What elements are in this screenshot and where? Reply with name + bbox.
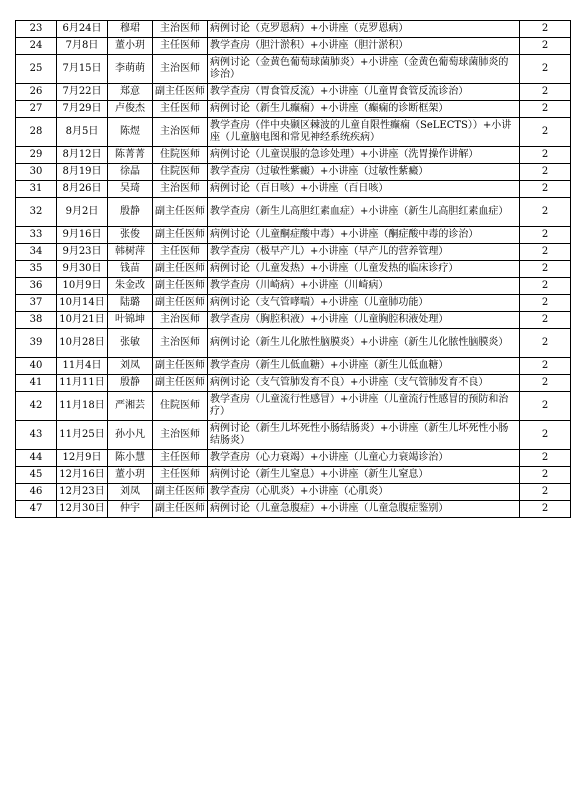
row-title: 主治医师: [153, 55, 208, 84]
row-date: 7月8日: [57, 38, 108, 55]
row-hours: 2: [520, 101, 571, 118]
row-number: 35: [16, 261, 57, 278]
row-title: 主治医师: [153, 118, 208, 147]
row-topic: 教学查房（新生儿高胆红素血症）+小讲座（新生儿高胆红素血症）: [208, 198, 520, 227]
row-topic: 病例讨论（儿童急腹症）+小讲座（儿童急腹症鉴别）: [208, 501, 520, 518]
row-number: 32: [16, 198, 57, 227]
table-row: [16, 227, 571, 244]
row-date: 8月12日: [57, 147, 108, 164]
row-number: 37: [16, 295, 57, 312]
row-title: 副主任医师: [153, 198, 208, 227]
row-topic: 教学查房（川崎病）+小讲座（川崎病）: [208, 278, 520, 295]
row-topic: 病例讨论（金黄色葡萄球菌肺炎）+小讲座（金黄色葡萄球菌肺炎的诊治）: [208, 55, 520, 84]
row-number: 26: [16, 84, 57, 101]
row-title: 主治医师: [153, 21, 208, 38]
row-lecturer: 董小玥: [108, 38, 153, 55]
row-lecturer: 吴琦: [108, 181, 153, 198]
row-hours: 2: [520, 164, 571, 181]
row-title: 副主任医师: [153, 295, 208, 312]
row-number: 23: [16, 21, 57, 38]
row-lecturer: 韩树萍: [108, 244, 153, 261]
schedule-table: [15, 20, 571, 518]
row-lecturer: 董小玥: [108, 467, 153, 484]
row-hours: 2: [520, 450, 571, 467]
row-hours: 2: [520, 375, 571, 392]
row-lecturer: 叶锦坤: [108, 312, 153, 329]
row-number: 45: [16, 467, 57, 484]
row-lecturer: 郑意: [108, 84, 153, 101]
row-lecturer: 殷静: [108, 375, 153, 392]
row-title: 主任医师: [153, 101, 208, 118]
table-row: [16, 329, 571, 358]
row-title: 副主任医师: [153, 227, 208, 244]
row-topic: 病例讨论（支气管肺发育不良）+小讲座（支气管肺发育不良）: [208, 375, 520, 392]
row-topic: 病例讨论（克罗恩病）+小讲座（克罗恩病）: [208, 21, 520, 38]
table-row: [16, 295, 571, 312]
row-topic: 病例讨论（新生儿癫痫）+小讲座（癫痫的诊断框架）: [208, 101, 520, 118]
row-number: 24: [16, 38, 57, 55]
row-number: 27: [16, 101, 57, 118]
row-date: 11月18日: [57, 392, 108, 421]
row-title: 副主任医师: [153, 375, 208, 392]
row-hours: 2: [520, 467, 571, 484]
row-lecturer: 朱金改: [108, 278, 153, 295]
row-date: 9月23日: [57, 244, 108, 261]
row-date: 8月19日: [57, 164, 108, 181]
row-title: 副主任医师: [153, 501, 208, 518]
row-hours: 2: [520, 501, 571, 518]
row-hours: 2: [520, 244, 571, 261]
row-title: 副主任医师: [153, 484, 208, 501]
row-topic: 病例讨论（儿童发热）+小讲座（儿童发热的临床诊疗）: [208, 261, 520, 278]
row-lecturer: 刘凤: [108, 484, 153, 501]
row-number: 36: [16, 278, 57, 295]
row-title: 主任医师: [153, 450, 208, 467]
row-title: 副主任医师: [153, 84, 208, 101]
row-number: 44: [16, 450, 57, 467]
row-number: 41: [16, 375, 57, 392]
row-topic: 教学查房（胃食管反流）+小讲座（儿童胃食管反流诊治）: [208, 84, 520, 101]
row-hours: 2: [520, 261, 571, 278]
row-lecturer: 张俊: [108, 227, 153, 244]
row-date: 10月9日: [57, 278, 108, 295]
row-hours: 2: [520, 329, 571, 358]
row-hours: 2: [520, 421, 571, 450]
row-lecturer: 孙小凡: [108, 421, 153, 450]
row-lecturer: 李萌萌: [108, 55, 153, 84]
row-date: 12月16日: [57, 467, 108, 484]
row-hours: 2: [520, 84, 571, 101]
row-date: 9月16日: [57, 227, 108, 244]
row-date: 6月24日: [57, 21, 108, 38]
row-lecturer: 卢俊杰: [108, 101, 153, 118]
row-date: 7月15日: [57, 55, 108, 84]
table-row: [16, 244, 571, 261]
table-row: [16, 358, 571, 375]
row-title: 主任医师: [153, 467, 208, 484]
table-row: [16, 375, 571, 392]
row-date: 12月23日: [57, 484, 108, 501]
table-row: [16, 261, 571, 278]
row-date: 7月29日: [57, 101, 108, 118]
row-lecturer: 陈煜: [108, 118, 153, 147]
table-row: [16, 181, 571, 198]
row-hours: 2: [520, 392, 571, 421]
row-number: 38: [16, 312, 57, 329]
row-lecturer: 张敏: [108, 329, 153, 358]
row-title: 主治医师: [153, 329, 208, 358]
row-lecturer: 殷静: [108, 198, 153, 227]
row-date: 12月9日: [57, 450, 108, 467]
row-lecturer: 徐晶: [108, 164, 153, 181]
row-title: 副主任医师: [153, 261, 208, 278]
row-topic: 教学查房（过敏性紫癜）+小讲座（过敏性紫癜）: [208, 164, 520, 181]
row-hours: 2: [520, 278, 571, 295]
row-hours: 2: [520, 484, 571, 501]
row-number: 29: [16, 147, 57, 164]
table-row: [16, 392, 571, 421]
row-topic: 病例讨论（支气管哮喘）+小讲座（儿童肺功能）: [208, 295, 520, 312]
row-topic: 病例讨论（儿童误服的急诊处理）+小讲座（洗胃操作讲解）: [208, 147, 520, 164]
table-row: [16, 467, 571, 484]
row-date: 8月26日: [57, 181, 108, 198]
row-hours: 2: [520, 147, 571, 164]
row-lecturer: 严湘芸: [108, 392, 153, 421]
row-topic: 教学查房（胆汁淤积）+小讲座（胆汁淤积）: [208, 38, 520, 55]
table-row: [16, 84, 571, 101]
row-hours: 2: [520, 295, 571, 312]
row-topic: 病例讨论（百日咳）+小讲座（百日咳）: [208, 181, 520, 198]
row-title: 主治医师: [153, 312, 208, 329]
row-date: 12月30日: [57, 501, 108, 518]
row-hours: 2: [520, 21, 571, 38]
schedule-table-body: [16, 21, 571, 518]
row-date: 10月28日: [57, 329, 108, 358]
row-title: 住院医师: [153, 392, 208, 421]
row-date: 8月5日: [57, 118, 108, 147]
table-row: [16, 21, 571, 38]
row-hours: 2: [520, 55, 571, 84]
table-row: [16, 450, 571, 467]
row-topic: 教学查房（伴中央颞区棘波的儿童自限性癫痫（SeLECTS））+小讲座（儿童脑电图和常见神经系统疾病）: [208, 118, 520, 147]
row-hours: 2: [520, 358, 571, 375]
row-topic: 病例讨论（新生儿坏死性小肠结肠炎）+小讲座（新生儿坏死性小肠结肠炎）: [208, 421, 520, 450]
table-row: [16, 421, 571, 450]
table-row: [16, 484, 571, 501]
table-row: [16, 312, 571, 329]
row-number: 42: [16, 392, 57, 421]
row-topic: 病例讨论（新生儿窒息）+小讲座（新生儿窒息）: [208, 467, 520, 484]
row-topic: 教学查房（心力衰竭）+小讲座（儿童心力衰竭诊治）: [208, 450, 520, 467]
row-number: 30: [16, 164, 57, 181]
row-hours: 2: [520, 118, 571, 147]
table-row: [16, 198, 571, 227]
row-number: 39: [16, 329, 57, 358]
row-title: 副主任医师: [153, 278, 208, 295]
row-number: 33: [16, 227, 57, 244]
row-title: 主任医师: [153, 38, 208, 55]
row-date: 10月21日: [57, 312, 108, 329]
row-number: 47: [16, 501, 57, 518]
table-row: [16, 147, 571, 164]
table-row: [16, 38, 571, 55]
row-lecturer: 穆珺: [108, 21, 153, 38]
table-row: [16, 501, 571, 518]
table-row: [16, 278, 571, 295]
row-title: 副主任医师: [153, 358, 208, 375]
row-hours: 2: [520, 181, 571, 198]
row-title: 住院医师: [153, 147, 208, 164]
table-row: [16, 118, 571, 147]
row-hours: 2: [520, 38, 571, 55]
table-row: [16, 164, 571, 181]
row-number: 46: [16, 484, 57, 501]
row-topic: 教学查房（胸腔积液）+小讲座（儿童胸腔积液处理）: [208, 312, 520, 329]
row-date: 9月2日: [57, 198, 108, 227]
row-number: 40: [16, 358, 57, 375]
row-date: 11月11日: [57, 375, 108, 392]
row-hours: 2: [520, 227, 571, 244]
row-number: 25: [16, 55, 57, 84]
row-number: 28: [16, 118, 57, 147]
row-date: 9月30日: [57, 261, 108, 278]
row-hours: 2: [520, 312, 571, 329]
row-lecturer: 陆璐: [108, 295, 153, 312]
row-title: 住院医师: [153, 164, 208, 181]
row-number: 43: [16, 421, 57, 450]
row-lecturer: 陈小慧: [108, 450, 153, 467]
row-topic: 教学查房（新生儿低血糖）+小讲座（新生儿低血糖）: [208, 358, 520, 375]
row-date: 11月25日: [57, 421, 108, 450]
row-title: 主治医师: [153, 181, 208, 198]
row-lecturer: 钱苗: [108, 261, 153, 278]
row-lecturer: 刘凤: [108, 358, 153, 375]
row-number: 31: [16, 181, 57, 198]
row-title: 主治医师: [153, 421, 208, 450]
table-row: [16, 55, 571, 84]
row-topic: 教学查房（极早产儿）+小讲座（早产儿的营养管理）: [208, 244, 520, 261]
row-topic: 教学查房（儿童流行性感冒）+小讲座（儿童流行性感冒的预防和治疗）: [208, 392, 520, 421]
row-date: 11月4日: [57, 358, 108, 375]
row-topic: 病例讨论（儿童酮症酸中毒）+小讲座（酮症酸中毒的诊治）: [208, 227, 520, 244]
row-hours: 2: [520, 198, 571, 227]
row-lecturer: 陈菁菁: [108, 147, 153, 164]
row-number: 34: [16, 244, 57, 261]
table-row: [16, 101, 571, 118]
row-topic: 教学查房（心肌炎）+小讲座（心肌炎）: [208, 484, 520, 501]
row-topic: 病例讨论（新生儿化脓性脑膜炎）+小讲座（新生儿化脓性脑膜炎）: [208, 329, 520, 358]
row-title: 主任医师: [153, 244, 208, 261]
row-date: 7月22日: [57, 84, 108, 101]
row-lecturer: 仲宇: [108, 501, 153, 518]
row-date: 10月14日: [57, 295, 108, 312]
